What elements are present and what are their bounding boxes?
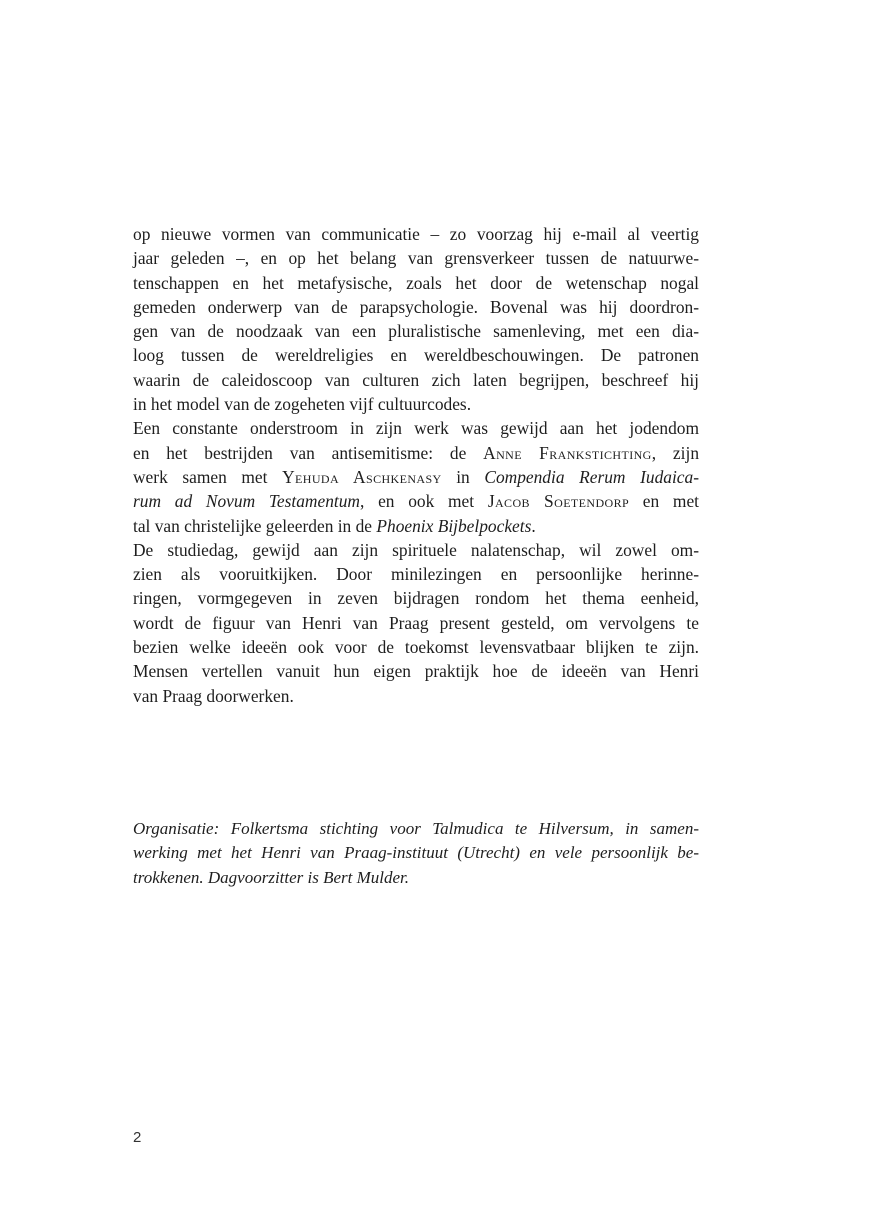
organisation-note <box>133 817 699 890</box>
text-line: Een constante onderstroom in zijn werk was gewijd aan het jodendom <box>133 418 699 439</box>
book-title: rum ad Novum Testamentum <box>133 491 360 512</box>
text-line: wordt de figuur van Henri van Praag present gesteld, om vervolgens te <box>133 612 699 633</box>
text-line: in het model van de zogeheten vijf cultuurcodes. <box>133 394 472 415</box>
page-number: 2 <box>133 1129 142 1146</box>
text-line <box>133 465 699 489</box>
text-run: en het bestrijden van antisemitisme: de <box>133 442 484 463</box>
body-text <box>133 222 699 708</box>
text-line: trokkenen. Dagvoorzitter is Bert Mulder. <box>133 867 410 887</box>
text-line <box>133 489 699 513</box>
text-line: Mensen vertellen vanuit hun eigen praktijk hoe de ideeën van Henri <box>133 661 699 682</box>
text-line: zien als vooruitkijken. Door minilezingen en persoonlijke herinne- <box>133 564 699 585</box>
paragraph-2 <box>133 416 699 537</box>
text-line: gemeden onderwerp van de parapsychologie. Bovenal was hij doordron- <box>133 296 699 317</box>
text-line <box>133 441 699 465</box>
person-name: Yehuda Aschkenasy <box>282 466 442 487</box>
text-run: in <box>441 466 485 487</box>
text-line: gen van de noodzaak van een pluralistische samenleving, met een dia- <box>133 321 699 342</box>
text-line: tenschappen en het metafysische, zoals het door de wetenschap nogal <box>133 272 699 293</box>
text-run: en met <box>629 491 699 512</box>
person-name: Jacob Soetendorp <box>487 491 630 512</box>
paragraph-1 <box>133 222 699 416</box>
text-line: op nieuwe vormen van communicatie – zo voorzag hij e-mail al veertig <box>133 224 699 244</box>
text-line <box>133 514 699 538</box>
text-line: ringen, vormgegeven in zeven bijdragen rondom het thema eenheid, <box>133 588 699 609</box>
text-line: van Praag doorwerken. <box>133 685 294 706</box>
text-run: tal van christelijke geleerden in de <box>133 515 377 536</box>
text-run: werk samen met <box>133 466 283 487</box>
text-line: werking met het Henri van Praag-instituut (Utrecht) en vele persoonlijk be- <box>133 843 699 863</box>
book-title: Compendia Rerum Iudaica- <box>484 466 699 487</box>
book-title: Phoenix Bijbelpockets <box>376 515 532 536</box>
text-line: Organisatie: Folkertsma stichting voor Talmudica te Hilversum, in samen- <box>133 819 699 838</box>
text-run: . <box>531 515 536 536</box>
text-line: jaar geleden –, en op het belang van grensverkeer tussen de natuurwe- <box>133 248 699 269</box>
organisation-name: Anne Frankstichting <box>483 442 652 463</box>
paragraph-3 <box>133 538 699 708</box>
text-line: bezien welke ideeën ook voor de toekomst levensvatbaar blijken te zijn. <box>133 637 699 658</box>
text-line: waarin de caleidoscoop van culturen zich laten begrijpen, beschreef hij <box>133 369 699 390</box>
text-line: loog tussen de wereldreligies en wereldbeschouwingen. De patronen <box>133 345 699 366</box>
text-run: , zijn <box>651 442 700 463</box>
text-line: De studiedag, gewijd aan zijn spirituele nalatenschap, wil zowel om- <box>133 539 699 560</box>
text-run: , en ook met <box>360 491 488 512</box>
